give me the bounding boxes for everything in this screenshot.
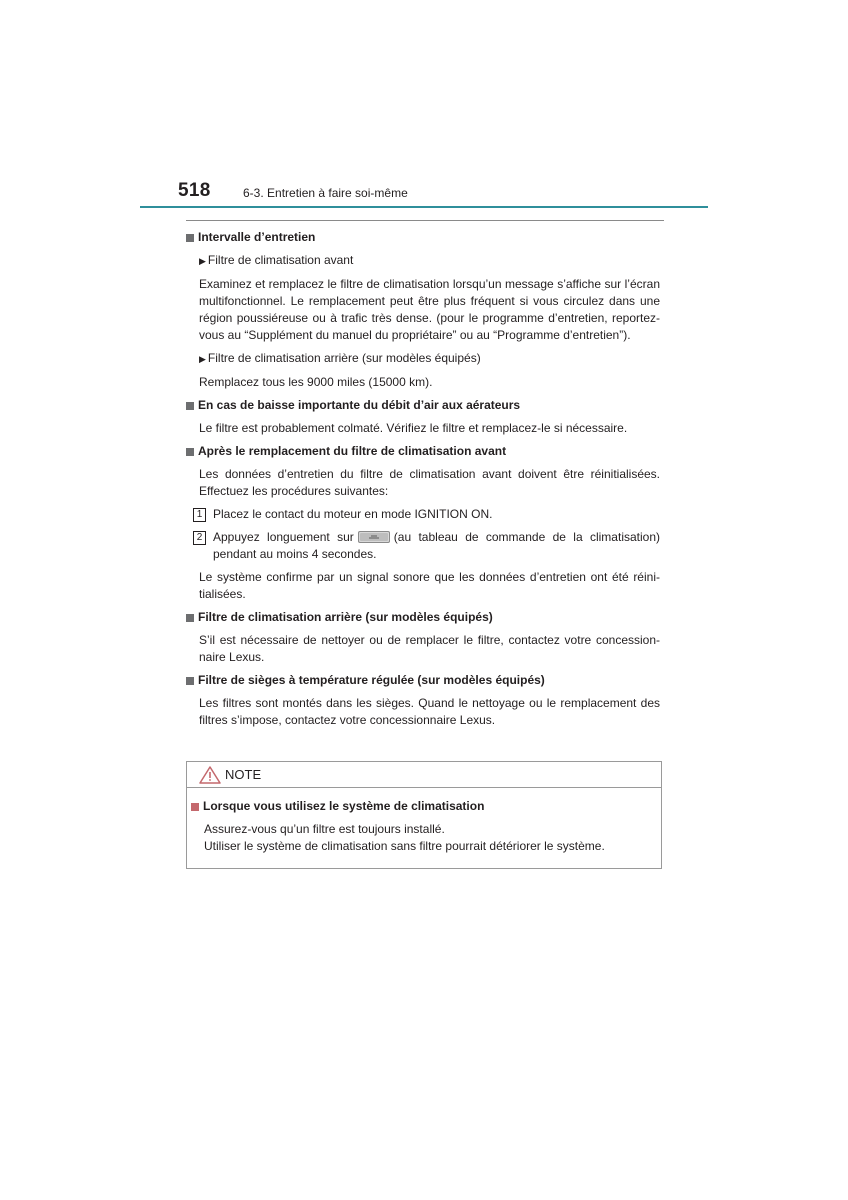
paragraph: Le système confirme par un signal sonore que les données d’entretien ont été réini-tialisées. [199,570,660,601]
step-item [193,506,660,523]
paragraph: S’il est nécessaire de nettoyer ou de remplacer le filtre, contactez votre concession-naire Lexus. [199,633,660,664]
triangle-bullet-icon: ▶ [199,354,206,364]
step-item [193,529,660,563]
section-heading: Filtre de sièges à température régulée (sur modèles équipés) [186,672,660,689]
square-bullet-icon [186,234,194,242]
paragraph: Les filtres sont montés dans les sièges. Quand le nettoyage ou le remplacement des filtres s’impose, contactez votre concessionnaire Lexus. [199,696,660,727]
section-heading: Après le remplacement du filtre de climatisation avant [186,443,660,460]
note-header [187,762,661,788]
warning-triangle-icon [199,766,221,784]
subheading: ▶ Filtre de climatisation arrière (sur modèles équipés) [199,351,481,365]
content-divider [186,220,664,221]
note-line: Assurez-vous qu’un filtre est toujours installé. [204,822,445,836]
paragraph: Examinez et remplacez le filtre de climatisation lorsqu’un message s’affiche sur l’écran multifonctionnel. Le remplacement peut être plus fréquent si vous circulez dans une région poussiéreuse ou à trafic très dense. (pour le programme d’entretien, reportez-vous au “Supplément du manuel du propriétaire” ou au “Programme d’entretien”). [199,277,660,342]
header-divider [140,206,708,208]
main-content [186,229,660,735]
section-title: 6-3. Entretien à faire soi-même [243,186,408,200]
paragraph: Les données d’entretien du filtre de climatisation avant doivent être réinitialisées. Effectuez les procédures suivantes: [199,467,660,498]
note-body [187,788,661,855]
square-bullet-icon [186,448,194,456]
square-bullet-icon [191,803,199,811]
square-bullet-icon [186,677,194,685]
triangle-bullet-icon: ▶ [199,256,206,266]
note-heading: Lorsque vous utilisez le système de climatisation [191,798,661,815]
paragraph: Remplacez tous les 9000 miles (15000 km). [199,375,433,389]
step-text: Appuyez longuement sur (au tableau de commande de la climatisation) pendant au moins 4 secondes. [213,530,660,561]
section-heading: En cas de baisse importante du débit d’air aux aérateurs [186,397,660,414]
square-bullet-icon [186,614,194,622]
step-number: 2 [193,531,206,545]
section-heading: Intervalle d’entretien [186,229,660,246]
step-text: Placez le contact du moteur en mode IGNITION ON. [213,507,493,521]
note-line: Utiliser le système de climatisation sans filtre pourrait détériorer le système. [204,839,605,853]
paragraph: Le filtre est probablement colmaté. Vérifiez le filtre et remplacez-le si nécessaire. [199,421,628,435]
step-number: 1 [193,508,206,522]
note-label: NOTE [225,767,262,782]
rear-defroster-button-icon [358,531,390,543]
section-heading: Filtre de climatisation arrière (sur modèles équipés) [186,609,660,626]
square-bullet-icon [186,402,194,410]
subheading: ▶ Filtre de climatisation avant [199,253,354,267]
note-box [186,761,662,869]
page-number: 518 [178,180,211,201]
